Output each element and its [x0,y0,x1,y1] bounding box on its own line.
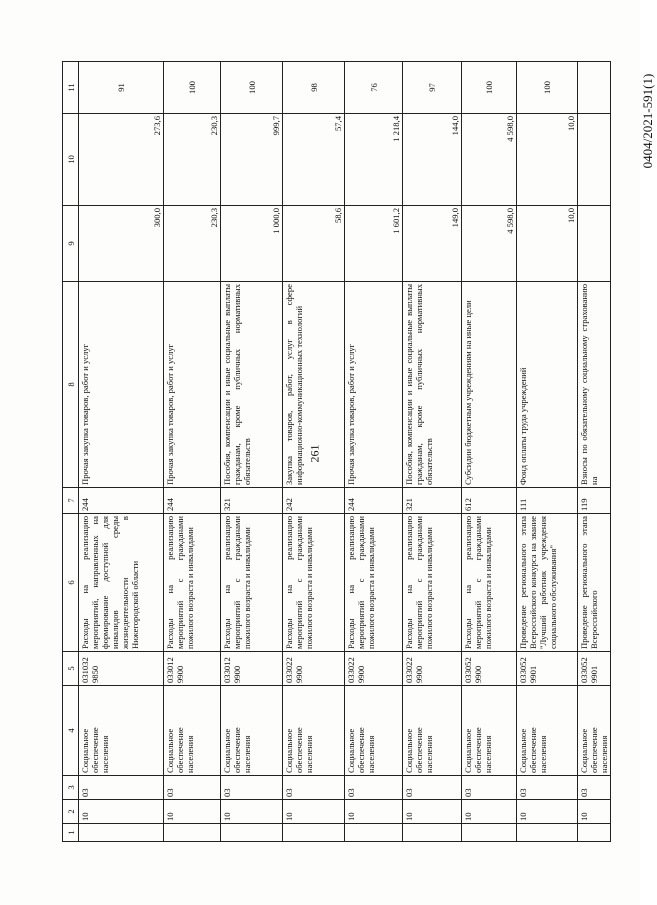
target-article-name: Расходы на реализацию мероприятий с гражданами пожилого возраста и инвалидами [345,514,403,652]
expense-type-code: 244 [164,488,221,514]
row-marker [578,824,611,842]
budget-table [62,62,609,842]
subsection-name: Социальное обеспечение населения [283,686,345,776]
subsection-code: 03 [578,776,611,800]
target-article-name: Расходы на реализацию мероприятий с гражданами пожилого возраста и инвалидами [221,514,283,652]
executed-amount [578,114,611,206]
executed-amount: 1 218,4 [345,114,403,206]
target-article-code: 033052 9901 [517,652,578,686]
execution-percent: 76 [345,62,403,114]
row-marker [403,824,462,842]
subsection-code: 03 [79,776,164,800]
subsection-name: Социальное обеспечение населения [403,686,462,776]
section-code: 10 [164,800,221,824]
subsection-code: 03 [517,776,578,800]
section-code: 10 [578,800,611,824]
executed-amount: 144,0 [403,114,462,206]
expense-type-name: Прочая закупка товаров, работ и услуг [164,282,221,488]
execution-percent: 91 [79,62,164,114]
expense-type-code: 321 [403,488,462,514]
planned-amount: 300,0 [79,206,164,282]
planned-amount: 4 598,0 [462,206,517,282]
planned-amount: 58,6 [283,206,345,282]
column-header: 2 [63,800,79,824]
expense-type-code: 321 [221,488,283,514]
table-row [164,62,221,842]
expense-type-name: Фонд оплаты труда учреждений [517,282,578,488]
column-header: 4 [63,686,79,776]
expense-type-code: 111 [517,488,578,514]
target-article-name: Расходы на реализацию мероприятий с гражданами пожилого возраста и инвалидами [164,514,221,652]
execution-percent: 100 [164,62,221,114]
row-marker [345,824,403,842]
executed-amount: 10,0 [517,114,578,206]
rotated-table-area [62,62,609,842]
subsection-code: 03 [221,776,283,800]
section-code: 10 [221,800,283,824]
expense-type-name: Закупка товаров, работ, услуг в сфере информационно-коммуникационных технологий [283,282,345,488]
column-header: 9 [63,206,79,282]
column-number-row [63,62,79,842]
subsection-name: Социальное обеспечение населения [517,686,578,776]
expense-type-code: 244 [79,488,164,514]
subsection-code: 03 [345,776,403,800]
executed-amount: 57,4 [283,114,345,206]
target-article-code: 033012 9900 [221,652,283,686]
table-body [79,62,611,842]
expense-type-name: Прочая закупка товаров, работ и услуг [79,282,164,488]
column-header: 1 [63,824,79,842]
subsection-code: 03 [403,776,462,800]
subsection-code: 03 [283,776,345,800]
planned-amount: 230,3 [164,206,221,282]
subsection-name: Социальное обеспечение населения [345,686,403,776]
target-article-name: Расходы на реализацию мероприятий, направленных на формирование доступной для инвалидов среды жизнедеятельности в Нижегородской области [79,514,164,652]
expense-type-code: 119 [578,488,611,514]
target-article-name: Расходы на реализацию мероприятий с гражданами пожилого возраста и инвалидами [403,514,462,652]
section-code: 10 [403,800,462,824]
target-article-name: Проведение регионального этапа Всероссийского конкурса на звание "Лучший работник учреждения социального обслуживания" [517,514,578,652]
row-marker [164,824,221,842]
row-marker [79,824,164,842]
target-article-name: Расходы на реализацию мероприятий с гражданами пожилого возраста и инвалидами [283,514,345,652]
target-article-code: 033052 9901 [578,652,611,686]
executed-amount: 999,7 [221,114,283,206]
subsection-name: Социальное обеспечение населения [578,686,611,776]
target-article-name: Расходы на реализацию мероприятий с гражданами пожилого возраста и инвалидами [462,514,517,652]
subsection-name: Социальное обеспечение населения [164,686,221,776]
expense-type-name: Субсидии бюджетным учреждениям на иные цели [462,282,517,488]
target-article-code: 033012 9900 [164,652,221,686]
executed-amount: 230,3 [164,114,221,206]
target-article-code: 033022 9900 [345,652,403,686]
section-code: 10 [283,800,345,824]
planned-amount: 1 601,2 [345,206,403,282]
row-marker [462,824,517,842]
column-header: 8 [63,282,79,488]
target-article-code: 033022 9900 [403,652,462,686]
subsection-code: 03 [462,776,517,800]
table-row [345,62,403,842]
expense-type-name: Взносы по обязательному социальному страхованию на [578,282,611,488]
execution-percent [578,62,611,114]
expense-type-name: Пособия, компенсации и иные социальные выплаты гражданам, кроме публичных нормативных обязательств [403,282,462,488]
row-marker [221,824,283,842]
section-code: 10 [517,800,578,824]
execution-percent: 97 [403,62,462,114]
column-header: 5 [63,652,79,686]
table-row [578,62,611,842]
subsection-name: Социальное обеспечение населения [221,686,283,776]
subsection-name: Социальное обеспечение населения [462,686,517,776]
executed-amount: 273,6 [79,114,164,206]
execution-percent: 98 [283,62,345,114]
table-row [403,62,462,842]
target-article-code: 033022 9900 [283,652,345,686]
planned-amount [578,206,611,282]
column-header: 6 [63,514,79,652]
expense-type-code: 612 [462,488,517,514]
table-row [221,62,283,842]
column-header: 11 [63,62,79,114]
table-row [517,62,578,842]
table-row [283,62,345,842]
document-code: 0404/2021-591(1) [640,73,655,169]
section-code: 10 [462,800,517,824]
section-code: 10 [345,800,403,824]
planned-amount: 10,0 [517,206,578,282]
table-row [79,62,164,842]
expense-type-name: Прочая закупка товаров, работ и услуг [345,282,403,488]
target-article-code: 031032 9850 [79,652,164,686]
column-header: 10 [63,114,79,206]
target-article-code: 033052 9900 [462,652,517,686]
column-header: 7 [63,488,79,514]
target-article-name: Проведение регионального этапа Всероссийского [578,514,611,652]
table-row [462,62,517,842]
expense-type-code: 244 [345,488,403,514]
row-marker [517,824,578,842]
execution-percent: 100 [517,62,578,114]
section-code: 10 [79,800,164,824]
executed-amount: 4 598,0 [462,114,517,206]
column-header: 3 [63,776,79,800]
expense-type-code: 242 [283,488,345,514]
page-number: 261 [307,444,322,463]
execution-percent: 100 [221,62,283,114]
execution-percent: 100 [462,62,517,114]
planned-amount: 1 000,0 [221,206,283,282]
expense-type-name: Пособия, компенсации и иные социальные выплаты гражданам, кроме публичных нормативных обязательств [221,282,283,488]
planned-amount: 149,0 [403,206,462,282]
subsection-code: 03 [164,776,221,800]
subsection-name: Социальное обеспечение населения [79,686,164,776]
row-marker [283,824,345,842]
